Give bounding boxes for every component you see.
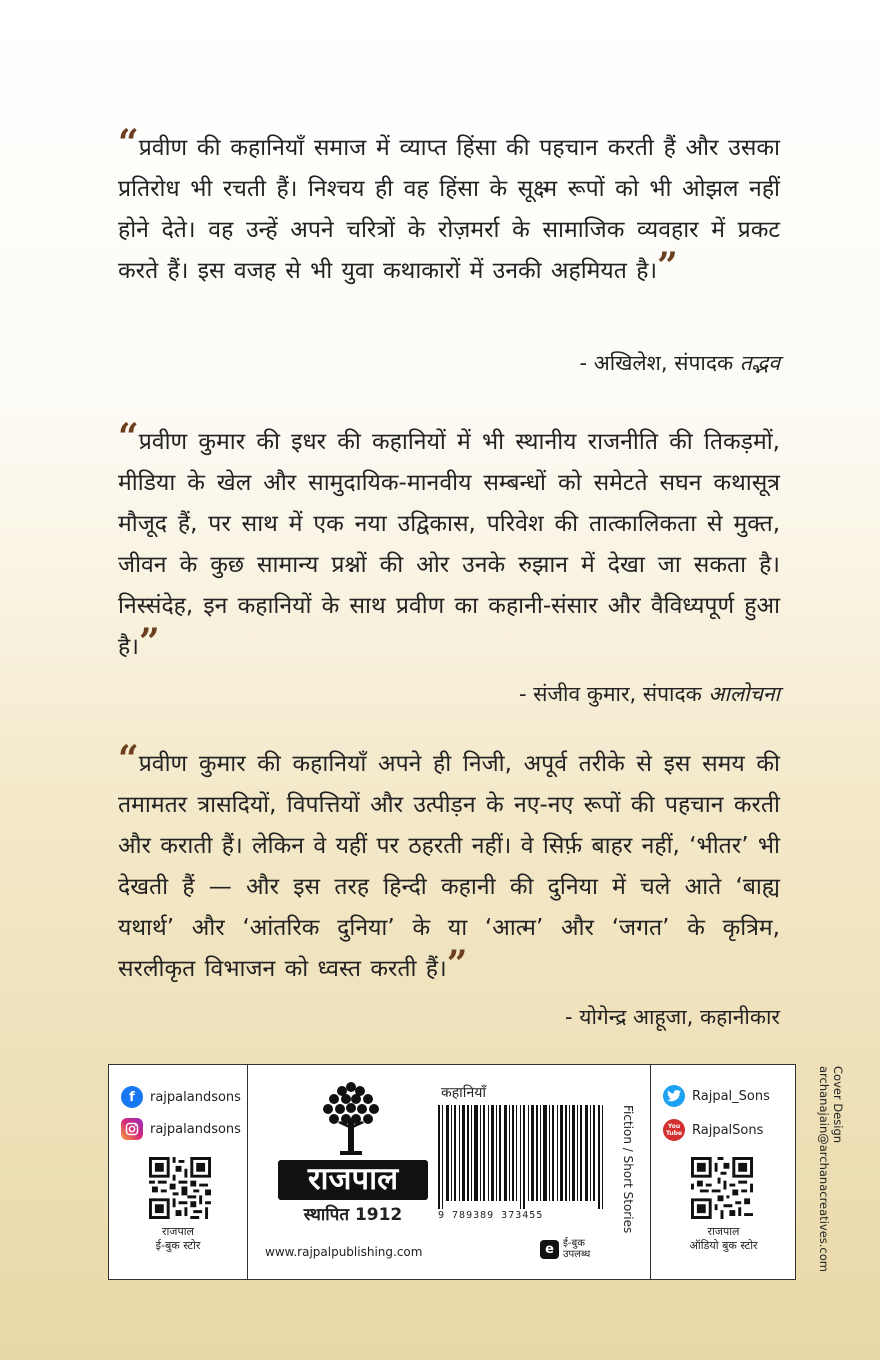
cover-design-credit (817, 1066, 845, 1272)
ebook-store-qr-code[interactable] (149, 1157, 211, 1219)
twitter-bird-icon (663, 1085, 685, 1107)
quote-2-attribution (519, 680, 780, 708)
twitter-handle: Rajpal_Sons (692, 1088, 770, 1104)
quote-open-mark: “ (118, 416, 139, 458)
quote-1-text: प्रवीण की कहानियाँ समाज में व्याप्त हिंसा की पहचान करती हैं और उसका प्रतिरोध भी रचती हैं। निश्चय ही वह हिंसा के सूक्ष्म रूपों को भी ओझल नहीं होने देते। वह उन्हें अपने चरित्रों के रोज़मर्रा के सामाजिक व्यवहार में प्रकट करते हैं। इस वजह से भी युवा कथाकारों में उनकी अहमियत है। (118, 135, 780, 284)
attribution-name: - योगेन्द्र आहूजा, कहानीकार (565, 1005, 780, 1029)
facebook-link[interactable] (121, 1086, 241, 1108)
youtube-link[interactable] (663, 1119, 763, 1141)
quote-2-text: प्रवीण कुमार की इधर की कहानियों में भी स्थानीय राजनीति की तिकड़मों, मीडिया के खेल और सामुदायिक-मानवीय सम्बन्धों को समेटते सघन कथासूत्र मौजूद हैं, पर साथ में एक नया उद्विकास, परिवेश की तात्कालिकता से मुक्त, जीवन के कुछ सामान्य प्रश्नों की ओर उनके रुझान में देखा जा सकता है। निस्संदेह, इन कहानियों के साथ प्रवीण का कहानी-संसार और वैविध्यपूर्ण हुआ है। (118, 429, 780, 660)
cover-credit-label: Cover Design (831, 1066, 845, 1144)
cover-credit-email: archanajain@archanacreatives.com (817, 1066, 831, 1272)
quote-1 (118, 122, 780, 292)
quote-close-mark: ” (138, 621, 160, 663)
instagram-link[interactable] (121, 1118, 241, 1140)
qr-caption-line2: ई-बुक स्टोर (155, 1239, 201, 1252)
qr-caption-line1: राजपाल (707, 1225, 740, 1238)
facebook-handle: rajpalandsons (150, 1089, 241, 1105)
quote-3-text: प्रवीण कुमार की कहानियाँ अपने ही निजी, अपूर्व तरीके से इस समय की तमामतर त्रासदियों, विपत्तियों और उत्पीड़न के नए-नए रूपों की पहचान करती और कराती हैं। लेकिन वे यहीं पर ठहरती नहीं। वे सिर्फ़ बाहर नहीं, ‘भीतर’ भी देखती हैं — और इस तरह हिन्दी कहानी की दुनिया में चले आते ‘बाह्य यथार्थ’ और ‘आंतरिक दुनिया’ के या ‘आत्म’ और ‘जगत’ के कृत्रिम, सरलीकृत विभाजन को ध्वस्त करती हैं। (118, 751, 780, 982)
quote-3 (118, 738, 780, 990)
ebook-line2: उपलब्ध (563, 1249, 591, 1260)
publisher-website-link[interactable]: www.rajpalpublishing.com (265, 1245, 423, 1259)
instagram-handle: rajpalandsons (150, 1121, 241, 1137)
youtube-handle: RajpalSons (692, 1122, 764, 1138)
publisher-panel (108, 1064, 796, 1280)
qr-caption-line1: राजपाल (161, 1225, 195, 1238)
ebook-icon: e (540, 1240, 559, 1259)
qr-caption-line2: ऑडियो बुक स्टोर (689, 1239, 758, 1252)
quote-3-attribution (565, 1003, 780, 1031)
ebook-store-caption (109, 1225, 247, 1253)
attribution-name: - संजीव कुमार, संपादक (519, 682, 709, 706)
quote-open-mark: “ (118, 122, 139, 164)
panel-middle-column (248, 1065, 649, 1279)
quote-close-mark: ” (657, 245, 678, 287)
instagram-icon (121, 1118, 143, 1140)
quote-1-attribution (579, 349, 780, 377)
isbn-barcode (438, 1105, 608, 1209)
ebook-line1: ई-बुक (563, 1238, 585, 1249)
audiobook-store-caption (651, 1225, 796, 1253)
youtube-icon: You Tube (663, 1119, 685, 1141)
publisher-logo-wordmark: राजपाल (278, 1160, 428, 1200)
twitter-link[interactable] (663, 1085, 770, 1107)
isbn-number: 9 789389 373455 (438, 1210, 544, 1221)
established-year: स्थापित 1912 (303, 1205, 403, 1225)
attribution-publication: आलोचना (708, 682, 780, 706)
audiobook-store-qr-code[interactable] (691, 1157, 753, 1219)
quote-close-mark: ” (446, 943, 468, 985)
attribution-publication: तद्भव (739, 351, 780, 375)
ebook-available (540, 1238, 590, 1260)
quote-2 (118, 416, 780, 668)
attribution-name: - अखिलेश, संपादक (579, 351, 740, 375)
quote-open-mark: “ (118, 738, 139, 780)
panel-right-column (650, 1065, 796, 1279)
genre-label: कहानियाँ (441, 1085, 486, 1101)
category-vertical: Fiction / Short Stories (621, 1105, 635, 1234)
panel-left-column (109, 1065, 248, 1279)
facebook-icon: f (121, 1086, 143, 1108)
tree-logo-icon (320, 1079, 382, 1157)
